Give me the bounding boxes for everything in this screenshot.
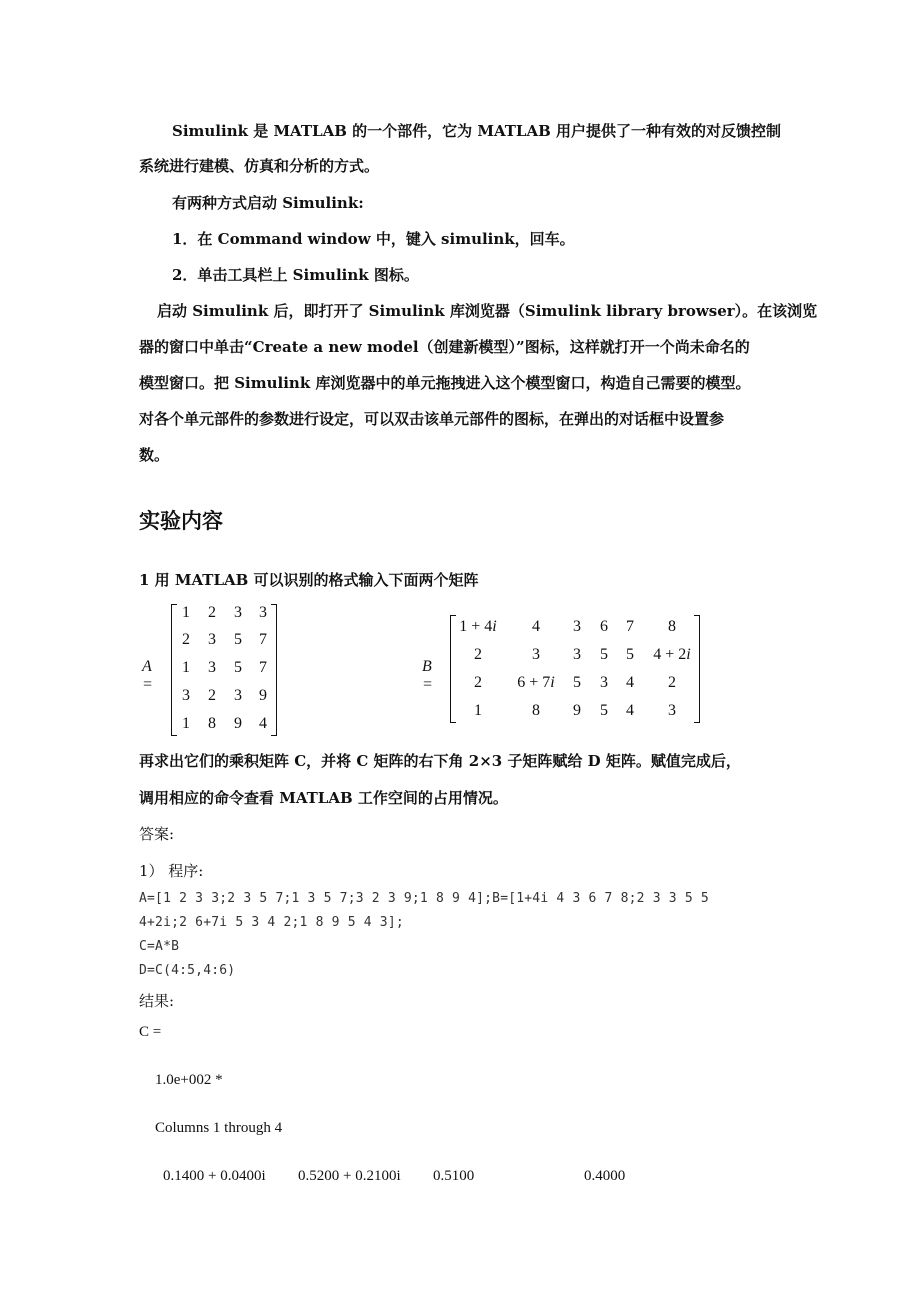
- task-title: 1 用 MATLAB 可以识别的格式输入下面两个矩阵: [139, 571, 479, 589]
- answer-label: 答案:: [139, 825, 175, 843]
- result-scale: 1.0e+002 *: [155, 1072, 223, 1088]
- task-description: 调用相应的命令查看 MATLAB 工作空间的占用情况。: [139, 789, 508, 807]
- result-value: 0.5200 + 0.2100i: [298, 1168, 401, 1184]
- result-columns: Columns 1 through 4: [155, 1120, 283, 1136]
- matrix-b-cell: 4: [626, 702, 634, 719]
- intro-line: Simulink 是 MATLAB 的一个部件，它为 MATLAB 用户提供了一种有效的对反馈控制: [172, 122, 782, 140]
- program-label: 1） 程序:: [139, 862, 204, 880]
- matrix-a-label: A =: [142, 658, 153, 693]
- matrix-a-cell: 5: [234, 659, 242, 676]
- matrix-b-cell: 8: [532, 702, 540, 719]
- matrix-b-cell: 6 + 7i: [517, 674, 555, 691]
- matrix-b-cell: 9: [573, 702, 581, 719]
- result-c-eq: C =: [139, 1024, 162, 1040]
- matrix-b-cell: 5: [600, 646, 608, 663]
- matrix-a-cell: 5: [234, 631, 242, 648]
- matrix-b-cell: 4: [626, 674, 634, 691]
- matrix-b-cell: 2: [474, 674, 482, 691]
- matrix-a-cell: 4: [259, 715, 267, 732]
- matrix-b-cell: 4: [532, 618, 540, 635]
- matrix-b-cell: 5: [573, 674, 581, 691]
- matrix-b-cell: 6: [600, 618, 608, 635]
- matrix-b-cell: 3: [668, 702, 676, 719]
- matrix-b-cell: 7: [626, 618, 634, 635]
- matrix-b-cell: 1 + 4i: [459, 618, 497, 635]
- matrix-a-cell: 2: [208, 687, 216, 704]
- matrix-b-cell: 2: [474, 646, 482, 663]
- matrix-a-cell: 1: [182, 604, 190, 621]
- matrix-b-label: B =: [422, 658, 433, 693]
- result-value: 0.4000: [584, 1168, 626, 1184]
- code-line: D=C(4:5,4:6): [139, 963, 236, 978]
- matrix-a-cell: 7: [259, 631, 267, 648]
- matrix-b-cell: 3: [532, 646, 540, 663]
- matrix-a-cell: 7: [259, 659, 267, 676]
- result-value: 0.1400 + 0.0400i: [163, 1168, 266, 1184]
- matrix-b-cell: 3: [573, 646, 581, 663]
- intro-line: 启动 Simulink 后，即打开了 Simulink 库浏览器（Simulink library browser）。在该浏览: [157, 302, 818, 320]
- matrix-a-cell: 3: [234, 687, 242, 704]
- matrix-a-cell: 3: [234, 604, 242, 621]
- matrix-a-cell: 3: [208, 631, 216, 648]
- intro-line: 对各个单元部件的参数进行设定，可以双击该单元部件的图标，在弹出的对话框中设置参: [139, 410, 725, 428]
- matrix-a-cell: 9: [259, 687, 267, 704]
- section-title: 实验内容: [139, 509, 223, 533]
- code-line: 4+2i;2 6+7i 5 3 4 2;1 8 9 5 4 3];: [139, 915, 404, 930]
- matrix-a-cell: 9: [234, 715, 242, 732]
- intro-line: 系统进行建模、仿真和分析的方式。: [139, 157, 380, 175]
- matrix-a-cell: 1: [182, 715, 190, 732]
- list-item: 1．在 Command window 中，键入 simulink，回车。: [172, 230, 575, 248]
- matrix-b-cell: 3: [600, 674, 608, 691]
- code-line: C=A*B: [139, 939, 180, 954]
- list-item: 2．单击工具栏上 Simulink 图标。: [172, 266, 419, 284]
- matrix-b-cell: 8: [668, 618, 676, 635]
- result-label: 结果:: [139, 992, 175, 1010]
- intro-line: 器的窗口中单击“Create a new model（创建新模型）”图标，这样就打开一个尚未命名的: [139, 338, 750, 356]
- matrix-a-cell: 8: [208, 715, 216, 732]
- matrix-b-cell: 4 + 2i: [653, 646, 691, 663]
- task-description: 再求出它们的乘积矩阵 C，并将 C 矩阵的右下角 2×3 子矩阵赋给 D 矩阵。赋值完成后，: [139, 752, 741, 770]
- result-value: 0.5100: [433, 1168, 475, 1184]
- matrix-b-cell: 5: [626, 646, 634, 663]
- matrix-b-cell: 1: [474, 702, 482, 719]
- matrix-a-cell: 2: [208, 604, 216, 621]
- intro-line: 模型窗口。把 Simulink 库浏览器中的单元拖拽进入这个模型窗口，构造自己需要的模型。: [139, 374, 751, 392]
- matrix-a-cell: 3: [259, 604, 267, 621]
- intro-line: 数。: [139, 446, 170, 464]
- matrix-b-cell: 2: [668, 674, 676, 691]
- matrix-a-cell: 1: [182, 659, 190, 676]
- intro-line: 有两种方式启动 Simulink:: [172, 194, 364, 212]
- matrix-a-cell: 2: [182, 631, 190, 648]
- matrix-a-cell: 3: [182, 687, 190, 704]
- matrix-b-cell: 3: [573, 618, 581, 635]
- code-line: A=[1 2 3 3;2 3 5 7;1 3 5 7;3 2 3 9;1 8 9 4];B=[1+4i 4 3 6 7 8;2 3 3 5 5: [139, 891, 709, 906]
- matrix-b-cell: 5: [600, 702, 608, 719]
- matrix-a-cell: 3: [208, 659, 216, 676]
